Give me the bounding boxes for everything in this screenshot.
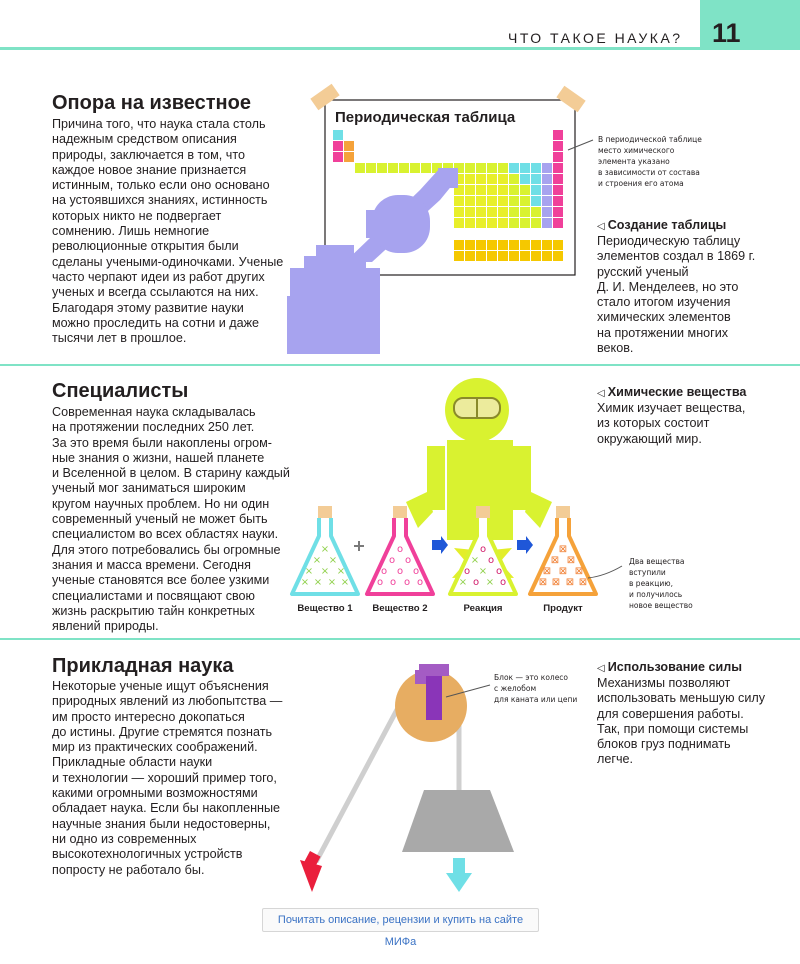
particle-mark: o [404, 555, 412, 566]
element-cell [553, 185, 563, 195]
element-cell [542, 185, 552, 195]
element-cell [355, 163, 365, 173]
triangle-left-icon: ◁ [597, 388, 605, 399]
element-cell [498, 196, 508, 206]
side-heading-force: ◁ Использование силы [597, 660, 743, 674]
weight-block [402, 790, 514, 852]
element-cell [520, 185, 530, 195]
particle-mark: ⊠ [566, 555, 576, 566]
side-text-table: Периодическую таблицу элементов создал в 1869 г. русский ученый Д. И. Менделеев, но это стало итогом изучения химических элементов на протяжении многих веков. [597, 234, 756, 356]
element-cell [465, 174, 475, 184]
element-cell [465, 163, 475, 173]
buy-link[interactable]: Почитать описание, рецензии и купить на сайте МИФа [262, 908, 539, 932]
particle-mark: o [389, 577, 397, 588]
particle-mark: o [487, 555, 495, 566]
element-cell [366, 163, 376, 173]
particle-mark: o [380, 566, 388, 577]
particle-mark: ⊠ [574, 566, 584, 577]
section-title-specialists: Специалисты [52, 380, 189, 402]
element-cell [410, 163, 420, 173]
element-cell [520, 240, 530, 250]
element-cell [465, 185, 475, 195]
particle-mark: × [328, 555, 338, 566]
element-cell [487, 207, 497, 217]
element-cell [421, 163, 431, 173]
particle-mark: ⊠ [578, 577, 588, 588]
element-cell [465, 218, 475, 228]
reaction-callout: Два вещества вступили в реакцию, и получилось новое вещество [629, 557, 693, 610]
element-cell [498, 185, 508, 195]
element-cell [498, 251, 508, 261]
element-cell [531, 185, 541, 195]
particle-mark: ⊠ [550, 555, 560, 566]
element-cell [476, 240, 486, 250]
element-cell [476, 218, 486, 228]
particle-mark: ⊠ [558, 544, 568, 555]
element-cell [531, 163, 541, 173]
particle-mark: o [403, 577, 411, 588]
element-cell [454, 251, 464, 261]
flask-cork [318, 506, 332, 518]
element-cell [531, 207, 541, 217]
goggles-icon [454, 398, 500, 418]
element-cell [520, 207, 530, 217]
flask-cork [556, 506, 570, 518]
periodic-table-callout: В периодической таблице место химического элемента указано в зависимости от состава и строения его атома [598, 135, 702, 188]
running-header: ЧТО ТАКОЕ НАУКА? [508, 30, 683, 46]
particle-mark: × [478, 566, 488, 577]
element-cell [509, 185, 519, 195]
section-body-applied: Некоторые ученые ищут объяснения природных явлений из любопытства — им просто интересно докопаться до истины. Другие стремятся познать мир из практических соображений. Прикладные области науки и технологии — хороший пример того, какими огромными возможностями обладает наука. Если бы накопленные научные знания были недостоверны, ни одно из современных высокотехнологичных устройств попросту не работало бы. [52, 679, 283, 877]
element-cell [333, 130, 343, 140]
element-cell [509, 218, 519, 228]
element-cell [498, 240, 508, 250]
element-cell [542, 251, 552, 261]
element-cell [487, 196, 497, 206]
particle-mark: o [416, 577, 424, 588]
particle-mark: × [336, 566, 346, 577]
element-cell [542, 163, 552, 173]
element-cell [344, 152, 354, 162]
element-cell [553, 130, 563, 140]
particle-mark: ⊠ [551, 577, 561, 588]
element-cell [542, 218, 552, 228]
element-cell [531, 218, 541, 228]
particle-mark: × [340, 577, 350, 588]
particle-mark: ⊠ [558, 566, 568, 577]
element-cell [454, 218, 464, 228]
element-cell [487, 218, 497, 228]
element-cell [509, 240, 519, 250]
particle-mark: × [458, 577, 468, 588]
particle-mark: o [396, 566, 404, 577]
element-cell [344, 141, 354, 151]
plus-icon [354, 541, 364, 551]
particle-mark: × [304, 566, 314, 577]
triangle-left-icon: ◁ [597, 221, 605, 232]
arrow-right-icon [432, 536, 448, 554]
element-cell [542, 207, 552, 217]
element-cell [531, 174, 541, 184]
periodic-table-title: Периодическая таблица [335, 109, 516, 126]
element-cell [465, 207, 475, 217]
element-cell [520, 251, 530, 261]
flask-cork [393, 506, 407, 518]
particle-mark: o [499, 577, 507, 588]
element-cell [487, 174, 497, 184]
element-cell [542, 240, 552, 250]
pulley-illustration [300, 664, 514, 892]
particle-mark: × [470, 555, 480, 566]
triangle-left-icon: ◁ [597, 663, 605, 674]
particle-mark: × [300, 577, 310, 588]
particle-mark: o [472, 577, 480, 588]
element-cell [520, 218, 530, 228]
element-cell [520, 174, 530, 184]
page-number: 11 [712, 18, 741, 48]
element-cell [476, 174, 486, 184]
element-cell [553, 174, 563, 184]
element-cell [454, 240, 464, 250]
element-cell [487, 251, 497, 261]
element-cell [553, 218, 563, 228]
element-cell [553, 152, 563, 162]
element-cell [531, 251, 541, 261]
element-cell [531, 196, 541, 206]
element-cell [553, 196, 563, 206]
section-divider [0, 364, 800, 366]
section-divider [0, 638, 800, 640]
element-cell [509, 196, 519, 206]
arrow-down-icon [453, 858, 465, 874]
particle-mark: ⊠ [542, 566, 552, 577]
particle-mark: o [396, 544, 404, 555]
callout-line-flask [588, 566, 622, 578]
element-cell [333, 152, 343, 162]
element-cell [487, 163, 497, 173]
element-cell [476, 185, 486, 195]
element-cell [388, 163, 398, 173]
element-cell [465, 240, 475, 250]
particle-mark: o [495, 566, 503, 577]
element-cell [333, 141, 343, 151]
flask-label-substance-2: Вещество 2 [372, 603, 428, 614]
particle-mark: × [320, 544, 330, 555]
side-heading-table: ◁ Создание таблицы [597, 218, 727, 232]
particle-mark: × [313, 577, 323, 588]
side-heading-chemicals: ◁ Химические вещества [597, 385, 747, 399]
element-cell [520, 163, 530, 173]
section-body-foundation: Причина того, что наука стала столь надежным средством описания природы, заключается в том, что каждое новое знание признается истинным, только если оно основано на устоявшихся знаниях, истинность которых никто не подвергает сомнению. Лишь немногие революционные открытия были сделаны учеными-одиночками. Ученые часто черпают идеи из работ других ученых и всегда ссылаются на них. Благодаря этому развитие науки можно проследить на сотни и даже тысячи лет в прошлое. [52, 117, 284, 346]
particle-mark: o [479, 544, 487, 555]
element-cell [454, 196, 464, 206]
flask-label-substance-1: Вещество 1 [297, 603, 353, 614]
element-cell [476, 196, 486, 206]
flask-row [292, 506, 596, 596]
element-cell [476, 251, 486, 261]
element-cell [454, 207, 464, 217]
element-cell [465, 251, 475, 261]
section-title-foundation: Опора на известное [52, 92, 251, 114]
element-cell [542, 196, 552, 206]
element-cell [399, 163, 409, 173]
element-cell [553, 240, 563, 250]
flask-label-reaction: Реакция [463, 603, 503, 614]
element-cell [476, 207, 486, 217]
element-cell [520, 196, 530, 206]
element-cell [465, 196, 475, 206]
element-cell [542, 174, 552, 184]
element-cell [509, 251, 519, 261]
particle-mark: o [412, 566, 420, 577]
element-cell [487, 185, 497, 195]
pulley-callout: Блок — это колесо с желобом для каната или цепи [494, 673, 578, 704]
arrow-right-icon [517, 536, 533, 554]
element-cell [498, 207, 508, 217]
element-cell [377, 163, 387, 173]
element-cell [553, 163, 563, 173]
element-cell [531, 240, 541, 250]
element-cell [553, 141, 563, 151]
element-cell [498, 218, 508, 228]
section-body-specialists: Современная наука складывалась на протяжении последних 250 лет. За это время были накоплены огром- ные знания о жизни, нашей планете и Вселенной в целом. В старину каждый ученый мог заниматься широким кругом научных проблем. Но ни один современный ученый не может быть специалистом во всех областях науки. Для этого потребовались бы огромные знания и масса времени. Сегодня ученые становятся все более узкими специалистами и посвящают свою жизнь раскрытию тайн конкретных явлений природы. [52, 405, 290, 634]
flask-cork [476, 506, 490, 518]
element-cell [509, 163, 519, 173]
element-cell [498, 163, 508, 173]
side-text-chemicals: Химик изучает вещества, из которых состоит окружающий мир. [597, 401, 746, 446]
flask-1 [292, 506, 358, 594]
particle-mark: × [312, 555, 322, 566]
element-cell [487, 240, 497, 250]
element-cell [553, 251, 563, 261]
particle-mark: o [463, 566, 471, 577]
particle-mark: × [327, 577, 337, 588]
particle-mark: × [320, 566, 330, 577]
side-text-force: Механизмы позволяют использовать меньшую силу для совершения работы. Так, при помощи системы блоков груз поднимать легче. [597, 676, 766, 767]
particle-mark: o [388, 555, 396, 566]
particle-mark: o [376, 577, 384, 588]
flask-label-product: Продукт [543, 603, 583, 614]
particle-mark: × [485, 577, 495, 588]
element-cell [553, 207, 563, 217]
element-cell [509, 174, 519, 184]
element-cell [476, 163, 486, 173]
element-cell [498, 174, 508, 184]
particle-mark: ⊠ [565, 577, 575, 588]
section-title-applied: Прикладная наука [52, 655, 234, 677]
particle-mark: ⊠ [538, 577, 548, 588]
element-cell [509, 207, 519, 217]
